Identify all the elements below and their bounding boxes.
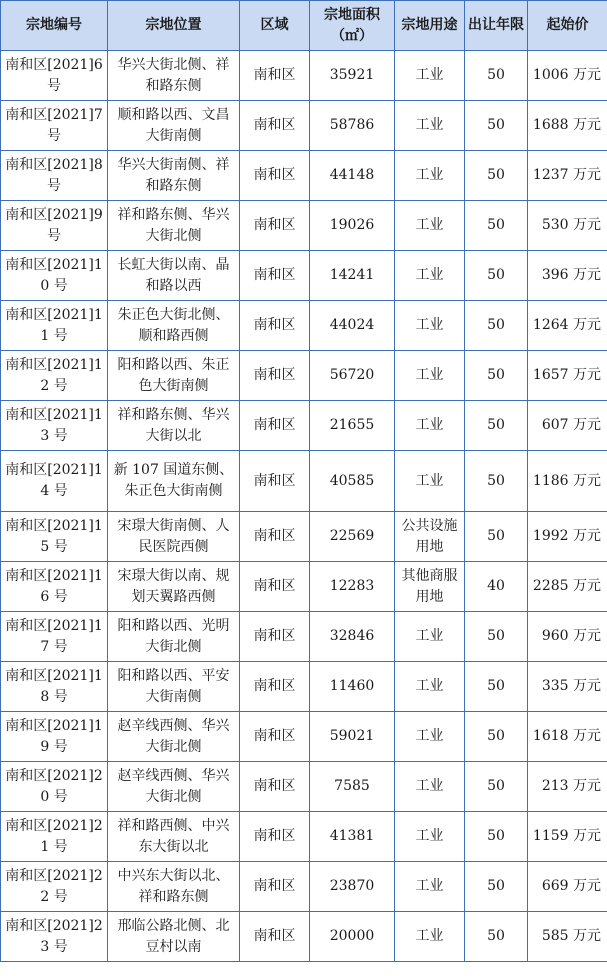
cell-region: 南和区 — [240, 51, 310, 101]
header-region: 区域 — [240, 1, 310, 51]
cell-location: 中兴东大街以北、祥和路东侧 — [108, 862, 240, 912]
cell-use: 其他商服用地 — [395, 562, 465, 612]
cell-years: 50 — [465, 301, 528, 351]
cell-use: 工业 — [395, 151, 465, 201]
cell-parcel-id: 南和区[2021]7 号 — [1, 101, 108, 151]
cell-years: 50 — [465, 351, 528, 401]
cell-parcel-id: 南和区[2021]9 号 — [1, 201, 108, 251]
cell-price: 1006 万元 — [528, 51, 607, 101]
cell-years: 50 — [465, 101, 528, 151]
cell-location: 长虹大街以南、晶和路以西 — [108, 251, 240, 301]
cell-area: 12283 — [310, 562, 395, 612]
cell-years: 50 — [465, 51, 528, 101]
cell-parcel-id: 南和区[2021]22 号 — [1, 862, 108, 912]
cell-use: 工业 — [395, 912, 465, 962]
cell-use: 工业 — [395, 451, 465, 512]
cell-years: 40 — [465, 562, 528, 612]
table-row — [1, 562, 607, 612]
cell-area: 58786 — [310, 101, 395, 151]
cell-use: 工业 — [395, 812, 465, 862]
cell-price: 1618 万元 — [528, 712, 607, 762]
cell-region: 南和区 — [240, 812, 310, 862]
cell-region: 南和区 — [240, 251, 310, 301]
cell-region: 南和区 — [240, 512, 310, 562]
cell-region: 南和区 — [240, 401, 310, 451]
cell-use: 工业 — [395, 401, 465, 451]
cell-area: 35921 — [310, 51, 395, 101]
header-area: 宗地面积（㎡） — [310, 1, 395, 51]
cell-location: 阳和路以西、朱正色大街南侧 — [108, 351, 240, 401]
cell-region: 南和区 — [240, 662, 310, 712]
cell-location: 朱正色大街北侧、顺和路西侧 — [108, 301, 240, 351]
table-row — [1, 862, 607, 912]
cell-parcel-id: 南和区[2021]12 号 — [1, 351, 108, 401]
header-parcel-id: 宗地编号 — [1, 1, 108, 51]
cell-price: 530 万元 — [528, 201, 607, 251]
cell-area: 20000 — [310, 912, 395, 962]
cell-region: 南和区 — [240, 712, 310, 762]
cell-parcel-id: 南和区[2021]10 号 — [1, 251, 108, 301]
cell-years: 50 — [465, 451, 528, 512]
cell-parcel-id: 南和区[2021]6 号 — [1, 51, 108, 101]
cell-location: 邢临公路北侧、北豆村以南 — [108, 912, 240, 962]
cell-location: 赵辛线西侧、华兴大街北侧 — [108, 712, 240, 762]
cell-price: 669 万元 — [528, 862, 607, 912]
table-row — [1, 712, 607, 762]
cell-area: 59021 — [310, 712, 395, 762]
cell-use: 工业 — [395, 762, 465, 812]
cell-area: 22569 — [310, 512, 395, 562]
cell-use: 工业 — [395, 351, 465, 401]
cell-years: 50 — [465, 762, 528, 812]
cell-region: 南和区 — [240, 151, 310, 201]
cell-region: 南和区 — [240, 351, 310, 401]
table-row — [1, 612, 607, 662]
cell-use: 工业 — [395, 712, 465, 762]
cell-years: 50 — [465, 612, 528, 662]
cell-area: 40585 — [310, 451, 395, 512]
cell-parcel-id: 南和区[2021]15 号 — [1, 512, 108, 562]
table-row — [1, 351, 607, 401]
cell-years: 50 — [465, 912, 528, 962]
cell-parcel-id: 南和区[2021]23 号 — [1, 912, 108, 962]
table-row — [1, 251, 607, 301]
cell-use: 公共设施用地 — [395, 512, 465, 562]
cell-location: 顺和路以西、文昌大街南侧 — [108, 101, 240, 151]
cell-use: 工业 — [395, 612, 465, 662]
cell-years: 50 — [465, 201, 528, 251]
cell-parcel-id: 南和区[2021]8 号 — [1, 151, 108, 201]
cell-use: 工业 — [395, 51, 465, 101]
cell-region: 南和区 — [240, 201, 310, 251]
cell-price: 1186 万元 — [528, 451, 607, 512]
table-row — [1, 51, 607, 101]
cell-area: 44024 — [310, 301, 395, 351]
cell-location: 新 107 国道东侧、朱正色大街南侧 — [108, 451, 240, 512]
cell-area: 23870 — [310, 862, 395, 912]
cell-years: 50 — [465, 401, 528, 451]
header-row — [1, 1, 607, 51]
cell-location: 祥和路东侧、华兴大街以北 — [108, 401, 240, 451]
table-row — [1, 401, 607, 451]
cell-price: 1688 万元 — [528, 101, 607, 151]
cell-region: 南和区 — [240, 101, 310, 151]
cell-use: 工业 — [395, 662, 465, 712]
cell-years: 50 — [465, 512, 528, 562]
table-row — [1, 812, 607, 862]
cell-location: 阳和路以西、平安大街南侧 — [108, 662, 240, 712]
header-price: 起始价 — [528, 1, 607, 51]
cell-parcel-id: 南和区[2021]19 号 — [1, 712, 108, 762]
table-row — [1, 912, 607, 962]
cell-use: 工业 — [395, 301, 465, 351]
cell-price: 1159 万元 — [528, 812, 607, 862]
cell-region: 南和区 — [240, 301, 310, 351]
cell-parcel-id: 南和区[2021]17 号 — [1, 612, 108, 662]
cell-location: 宋璟大街以南、规划天翼路西侧 — [108, 562, 240, 612]
cell-price: 2285 万元 — [528, 562, 607, 612]
cell-location: 华兴大街北侧、祥和路东侧 — [108, 51, 240, 101]
cell-region: 南和区 — [240, 762, 310, 812]
cell-years: 50 — [465, 862, 528, 912]
cell-years: 50 — [465, 812, 528, 862]
cell-parcel-id: 南和区[2021]18 号 — [1, 662, 108, 712]
table-row — [1, 151, 607, 201]
table-row — [1, 762, 607, 812]
cell-region: 南和区 — [240, 912, 310, 962]
cell-area: 19026 — [310, 201, 395, 251]
header-years: 出让年限 — [465, 1, 528, 51]
cell-area: 56720 — [310, 351, 395, 401]
cell-region: 南和区 — [240, 451, 310, 512]
cell-years: 50 — [465, 662, 528, 712]
cell-area: 14241 — [310, 251, 395, 301]
cell-use: 工业 — [395, 862, 465, 912]
cell-area: 44148 — [310, 151, 395, 201]
cell-location: 阳和路以西、光明大街北侧 — [108, 612, 240, 662]
cell-parcel-id: 南和区[2021]13 号 — [1, 401, 108, 451]
cell-price: 585 万元 — [528, 912, 607, 962]
cell-price: 335 万元 — [528, 662, 607, 712]
cell-location: 华兴大街南侧、祥和路东侧 — [108, 151, 240, 201]
cell-area: 41381 — [310, 812, 395, 862]
cell-parcel-id: 南和区[2021]20 号 — [1, 762, 108, 812]
cell-years: 50 — [465, 712, 528, 762]
cell-years: 50 — [465, 251, 528, 301]
cell-region: 南和区 — [240, 612, 310, 662]
cell-parcel-id: 南和区[2021]21 号 — [1, 812, 108, 862]
cell-price: 1657 万元 — [528, 351, 607, 401]
header-location: 宗地位置 — [108, 1, 240, 51]
cell-use: 工业 — [395, 201, 465, 251]
cell-use: 工业 — [395, 101, 465, 151]
table-row — [1, 662, 607, 712]
cell-area: 21655 — [310, 401, 395, 451]
cell-price: 1264 万元 — [528, 301, 607, 351]
header-use: 宗地用途 — [395, 1, 465, 51]
cell-price: 607 万元 — [528, 401, 607, 451]
cell-price: 1992 万元 — [528, 512, 607, 562]
cell-location: 祥和路西侧、中兴东大街以北 — [108, 812, 240, 862]
table-row — [1, 512, 607, 562]
cell-location: 祥和路东侧、华兴大街北侧 — [108, 201, 240, 251]
table-row — [1, 301, 607, 351]
cell-parcel-id: 南和区[2021]14 号 — [1, 451, 108, 512]
cell-price: 960 万元 — [528, 612, 607, 662]
cell-price: 1237 万元 — [528, 151, 607, 201]
cell-area: 11460 — [310, 662, 395, 712]
table-body — [1, 51, 607, 962]
cell-area: 7585 — [310, 762, 395, 812]
cell-price: 396 万元 — [528, 251, 607, 301]
cell-years: 50 — [465, 151, 528, 201]
cell-price: 213 万元 — [528, 762, 607, 812]
cell-location: 赵辛线西侧、华兴大街北侧 — [108, 762, 240, 812]
cell-region: 南和区 — [240, 562, 310, 612]
cell-parcel-id: 南和区[2021]11 号 — [1, 301, 108, 351]
table-row — [1, 201, 607, 251]
cell-use: 工业 — [395, 251, 465, 301]
cell-parcel-id: 南和区[2021]16 号 — [1, 562, 108, 612]
table-row — [1, 451, 607, 512]
table-row — [1, 101, 607, 151]
cell-location: 宋璟大街南侧、人民医院西侧 — [108, 512, 240, 562]
cell-area: 32846 — [310, 612, 395, 662]
cell-region: 南和区 — [240, 862, 310, 912]
